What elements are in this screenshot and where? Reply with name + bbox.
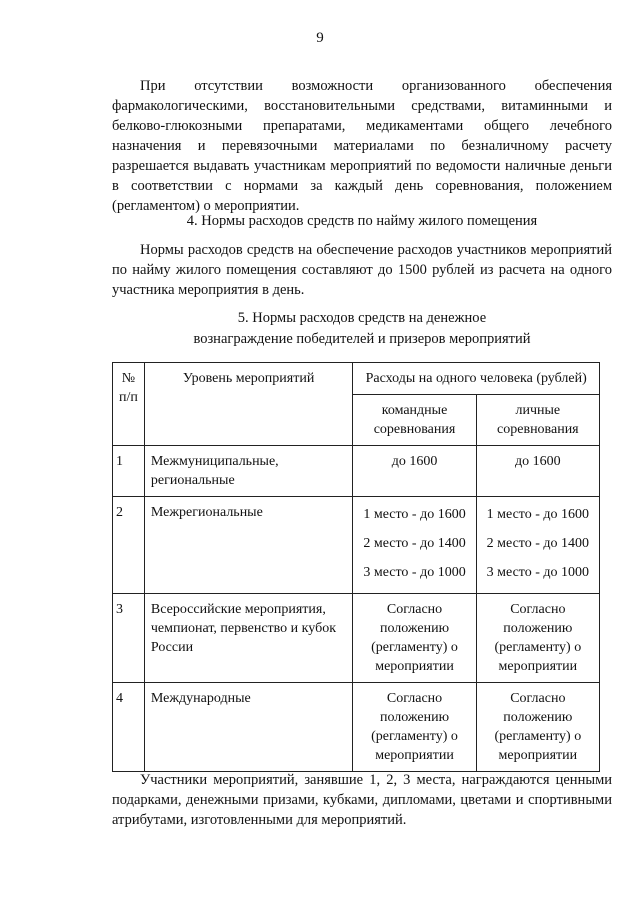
row-level: Межрегиональные bbox=[144, 497, 352, 594]
paragraph-pharmacology: При отсутствии возможности организованного обеспечения фармакологическими, восстановительными средствами, витаминными и белково-глюкозными препаратами, медикаментами общего лечебного назначения и перевязочными материалами по безналичному расчету разрешается выдавать участникам мероприятий по ведомости наличные деньги в соответствии с нормами за каждый день соревнования, положением (регламентом) о мероприятии. bbox=[112, 78, 612, 214]
header-team: командные соревнования bbox=[353, 395, 476, 446]
row-level: Международные bbox=[144, 683, 352, 772]
paragraph-awards: Участники мероприятий, занявшие 1, 2, 3 места, награждаются ценными подарками, денежными призами, кубками, дипломами, цветами и спортивными атрибутами, изготовленными для мероприятий. bbox=[112, 772, 612, 828]
header-level: Уровень мероприятий bbox=[144, 363, 352, 446]
row-team bbox=[353, 497, 476, 594]
team-place-2: 2 место - до 1400 bbox=[363, 536, 466, 551]
row-team: Согласно положению (регламенту) о мероприятии bbox=[353, 594, 476, 683]
header-num: № п/п bbox=[113, 363, 145, 446]
section-5-heading-line-1: 5. Нормы расходов средств на денежное bbox=[237, 310, 487, 326]
header-cost: Расходы на одного человека (рублей) bbox=[353, 363, 600, 395]
row-level: Всероссийские мероприятия, чемпионат, первенство и кубок России bbox=[144, 594, 352, 683]
table-row bbox=[113, 594, 600, 683]
row-num: 3 bbox=[113, 594, 145, 683]
header-personal: личные соревнования bbox=[476, 395, 599, 446]
row-level: Межмуниципальные, региональные bbox=[144, 446, 352, 497]
row-personal: до 1600 bbox=[476, 446, 599, 497]
row-num: 4 bbox=[113, 683, 145, 772]
personal-place-1: 1 место - до 1600 bbox=[486, 507, 590, 522]
row-team: Согласно положению (регламенту) о мероприятии bbox=[353, 683, 476, 772]
personal-place-3: 3 место - до 1000 bbox=[486, 565, 590, 580]
table-row bbox=[113, 683, 600, 772]
section-5-heading-line-2: вознаграждение победителей и призеров мероприятий bbox=[193, 331, 531, 347]
row-personal: Согласно положению (регламенту) о мероприятии bbox=[476, 594, 599, 683]
table-header-row bbox=[113, 363, 600, 395]
row-num: 1 bbox=[113, 446, 145, 497]
reward-norms-table bbox=[112, 362, 600, 772]
table-row bbox=[113, 446, 600, 497]
team-place-3: 3 место - до 1000 bbox=[363, 565, 466, 580]
table-row bbox=[113, 497, 600, 594]
personal-place-2: 2 место - до 1400 bbox=[486, 536, 590, 551]
row-team: до 1600 bbox=[353, 446, 476, 497]
section-4-heading: 4. Нормы расходов средств по найму жилого помещения bbox=[186, 213, 538, 229]
row-personal: Согласно положению (регламенту) о мероприятии bbox=[476, 683, 599, 772]
team-place-1: 1 место - до 1600 bbox=[363, 507, 466, 522]
section-5-heading bbox=[112, 308, 612, 350]
row-personal bbox=[476, 497, 599, 594]
paragraph-housing-norms: Нормы расходов средств на обеспечение расходов участников мероприятий по найму жилого помещения составляют до 1500 рублей из расчета на одного участника мероприятия в день. bbox=[112, 242, 612, 298]
row-num: 2 bbox=[113, 497, 145, 594]
page-number: 9 bbox=[316, 30, 324, 46]
